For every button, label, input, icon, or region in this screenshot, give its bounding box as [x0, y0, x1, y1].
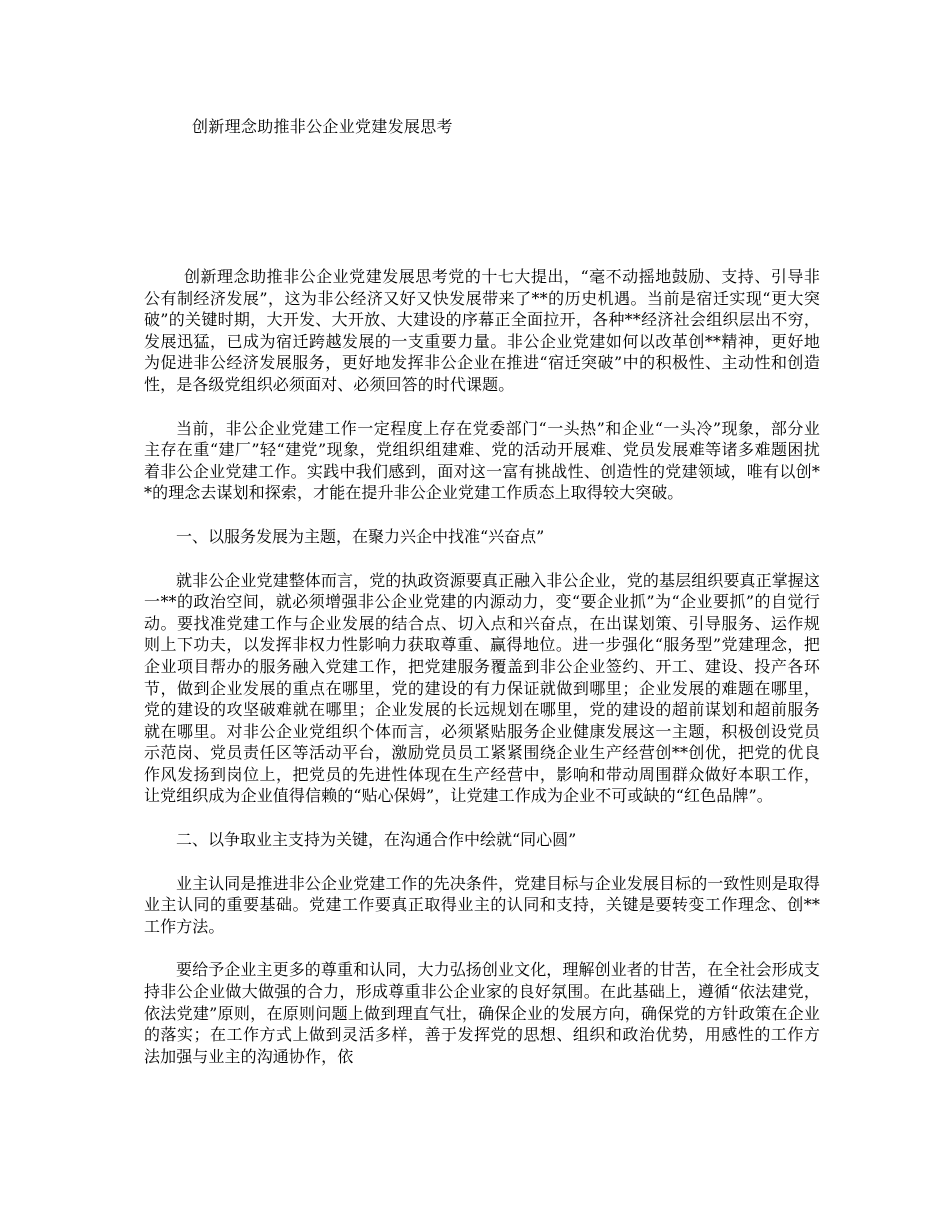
- paragraph-section-1: 就非公企业党建整体而言，党的执政资源要真正融入非公企业，党的基层组织要真正掌握这一**的政治空间，就必须增强非公企业党建的内源动力，变“要企业抓”为“企业要抓”的自觉行动。要找准党建工作与企业发展的结合点、切入点和兴奋点，在出谋划策、引导服务、运作规则上下功夫，以发挥非权力性影响力获取尊重、赢得地位。进一步强化“服务型”党建理念，把企业项目帮办的服务融入党建工作，把党建服务覆盖到非公企业签约、开工、建设、投产各环节，做到企业发展的重点在哪里，党的建设的有力保证就做到哪里；企业发展的难题在哪里，党的建设的攻坚破难就在哪里；企业发展的长远规划在哪里，党的建设的超前谋划和超前服务就在哪里。对非公企业党组织个体而言，必须紧贴服务企业健康发展这一主题，积极创设党员示范岗、党员责任区等活动平台，激励党员员工紧紧围绕企业生产经营创**创优，把党的优良作风发扬到岗位上，把党员的先进性体现在生产经营中，影响和带动周围群众做好本职工作，让党组织成为企业值得信赖的“贴心保姆”，让党建工作成为企业不可或缺的“红色品牌”。: [144, 570, 821, 806]
- section-heading-1: 一、以服务发展为主题，在聚力兴企中找准“兴奋点”: [176, 526, 545, 546]
- section-heading-2: 二、以争取业主支持为关键，在沟通合作中绘就“同心圆”: [176, 830, 577, 850]
- paragraph-section-2-a: 业主认同是推进非公企业党建工作的先决条件，党建目标与企业发展目标的一致性则是取得业主认同的重要基础。党建工作要真正取得业主的认同和支持，关键是要转变工作理念、创**工作方法。: [144, 873, 821, 936]
- paragraph-intro: 创新理念助推非公企业党建发展思考党的十七大提出，“毫不动摇地鼓励、支持、引导非公有制经济发展”，这为非公经济又好又快发展带来了**的历史机遇。当前是宿迁实现“更大突破”的关键时期，大开发、大开放、大建设的序幕正全面拉开，各种**经济社会组织层出不穷，发展迅猛，已成为宿迁跨越发展的一支重要力量。非公企业党建如何以改革创**精神，更好地为促进非公经济发展服务，更好地发挥非公企业在推进“宿迁突破”中的积极性、主动性和创造性，是各级党组织必须面对、必须回答的时代课题。: [144, 267, 820, 394]
- document-body: [144, 266, 820, 1089]
- document-title: 创新理念助推非公企业党建发展思考: [192, 117, 453, 136]
- paragraph-section-2-b: 要给予企业主更多的尊重和认同，大力弘扬创业文化，理解创业者的甘苦，在全社会形成支持非公企业做大做强的合力，形成尊重非公企业家的良好氛围。在此基础上，遵循“依法建党，依法党建”原则，在原则问题上做到理直气壮，确保企业的发展方向，确保党的方针政策在企业的落实；在工作方式上做到灵活多样，善于发挥党的思想、组织和政治优势，用感性的工作方法加强与业主的沟通协作，依: [144, 960, 821, 1066]
- paragraph-current-situation: 当前，非公企业党建工作一定程度上存在党委部门“一头热”和企业“一头冷”现象，部分业主存在重“建厂”轻“建党”现象，党组织组建难、党的活动开展难、党员发展难等诸多难题困扰着非公企业党建工作。实践中我们感到，面对这一富有挑战性、创造性的党建领域，唯有以创**的理念去谋划和探索，才能在提升非公企业党建工作质态上取得较大突破。: [144, 418, 820, 503]
